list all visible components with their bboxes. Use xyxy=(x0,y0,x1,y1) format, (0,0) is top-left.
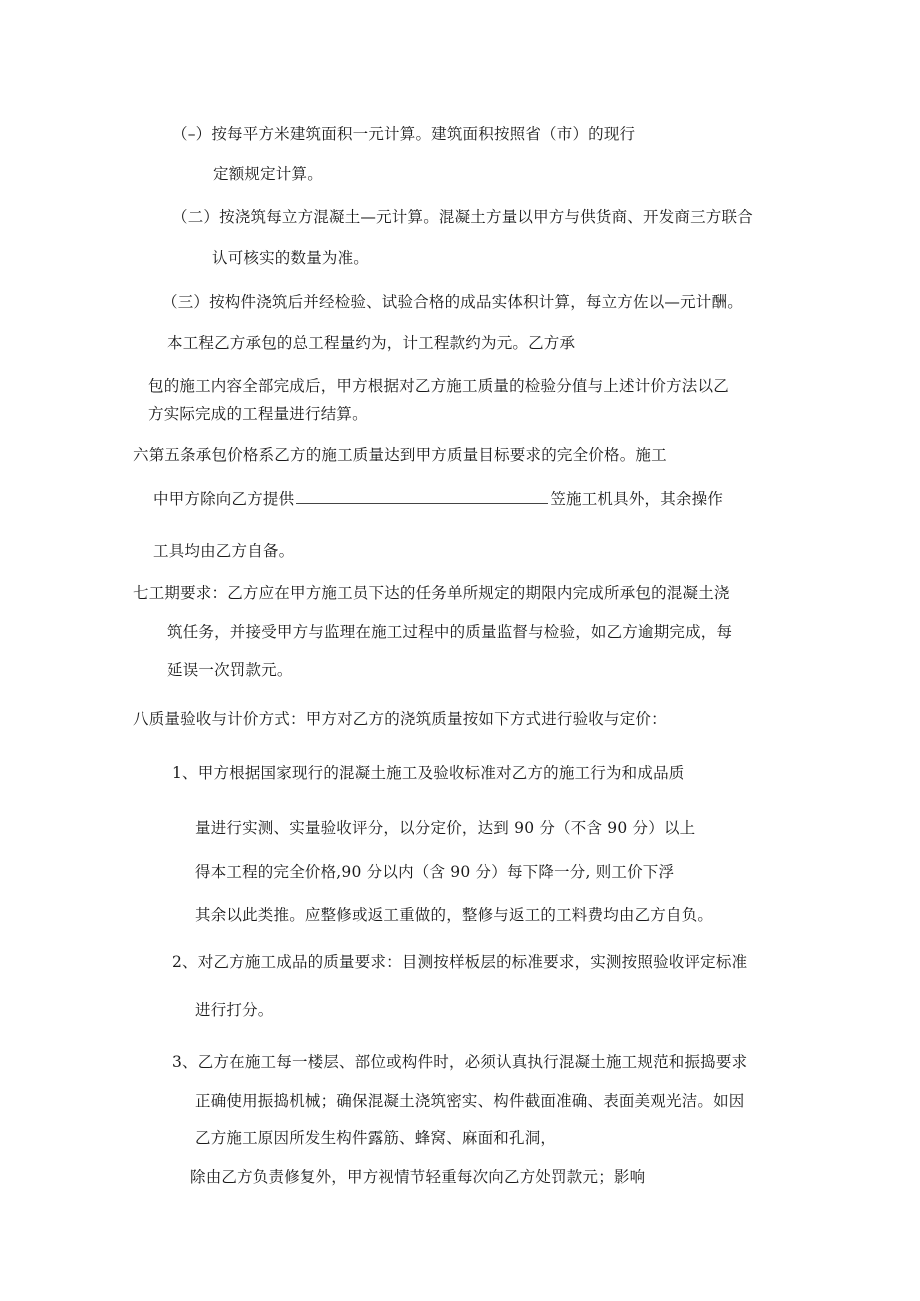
clause-1-line-2: 定额规定计算。 xyxy=(213,165,323,183)
item-1-line-1: 1、甲方根据国家现行的混凝土施工及验收标准对乙方的施工行为和成品质 xyxy=(172,764,685,782)
item-1-line-3: 得本工程的完全价格,90 分以内（含 90 分）每下降一分, 则工价下浮 xyxy=(195,863,675,881)
section-7-line-1: 七工期要求：乙方应在甲方施工员下达的任务单所规定的期限内完成所承包的混凝土浇 xyxy=(133,584,730,602)
clause-1-line-1: （–）按每平方米建筑面积一元计算。建筑面积按照省（市）的现行 xyxy=(172,125,636,143)
item-2-line-2: 进行打分。 xyxy=(195,1001,274,1019)
section-6-line-2 xyxy=(153,489,723,509)
item-3-line-4: 除由乙方负责修复外，甲方视情节轻重每次向乙方处罚款元；影响 xyxy=(190,1168,646,1186)
section-6-line-3: 工具均由乙方自备。 xyxy=(153,542,295,560)
item-3-line-2: 正确使用振捣机械；确保混凝土浇筑密实、构件截面准确、表面美观光洁。如因 xyxy=(195,1092,745,1110)
section-7-line-2: 筑任务，并接受甲方与监理在施工过程中的质量监督与检验，如乙方逾期完成，每 xyxy=(167,623,733,641)
item-1-line-2: 量进行实测、实量验收评分，以分定价，达到 90 分（不含 90 分）以上 xyxy=(195,819,696,837)
item-3-line-3: 乙方施工原因所发生构件露筋、蜂窝、麻面和孔洞， xyxy=(195,1129,557,1147)
fill-in-blank xyxy=(296,489,548,504)
item-1-line-4: 其余以此类推。应整修或返工重做的，整修与返工的工料费均由乙方自负。 xyxy=(195,906,714,924)
item-2-line-1: 2、对乙方施工成品的质量要求：目测按样板层的标准要求，实测按照验收评定标准 xyxy=(172,953,748,971)
clause-2-line-1: （二）按浇筑每立方混凝土—元计算。混凝土方量以甲方与供货商、开发商三方联合 xyxy=(172,208,753,226)
contract-total-line-1: 本工程乙方承包的总工程量约为，计工程款约为元。乙方承 xyxy=(167,334,576,352)
section-7-line-3: 延误一次罚款元。 xyxy=(167,661,293,679)
clause-2-line-2: 认可核实的数量为准。 xyxy=(212,249,370,267)
section-6-line-2-end: 笠施工机具外，其余操作 xyxy=(550,490,724,508)
section-6-line-1: 六第五条承包价格系乙方的施工质量达到甲方质量目标要求的完全价格。施工 xyxy=(133,446,667,464)
item-3-line-1: 3、乙方在施工每一楼层、部位或构件时，必须认真执行混凝土施工规范和振捣要求 xyxy=(172,1053,748,1071)
contract-total-line-2: 包的施工内容全部完成后，甲方根据对乙方施工质量的检验分值与上述计价方法以乙 xyxy=(148,377,729,395)
section-8-heading: 八质量验收与计价方式：甲方对乙方的浇筑质量按如下方式进行验收与定价： xyxy=(133,710,667,728)
section-6-line-2-start: 中甲方除向乙方提供 xyxy=(153,490,295,508)
clause-3-line-1: （三）按构件浇筑后并经检验、试验合格的成品实体积计算，每立方佐以—元计酬。 xyxy=(162,293,743,311)
contract-total-line-3: 方实际完成的工程量进行结算。 xyxy=(148,405,368,423)
